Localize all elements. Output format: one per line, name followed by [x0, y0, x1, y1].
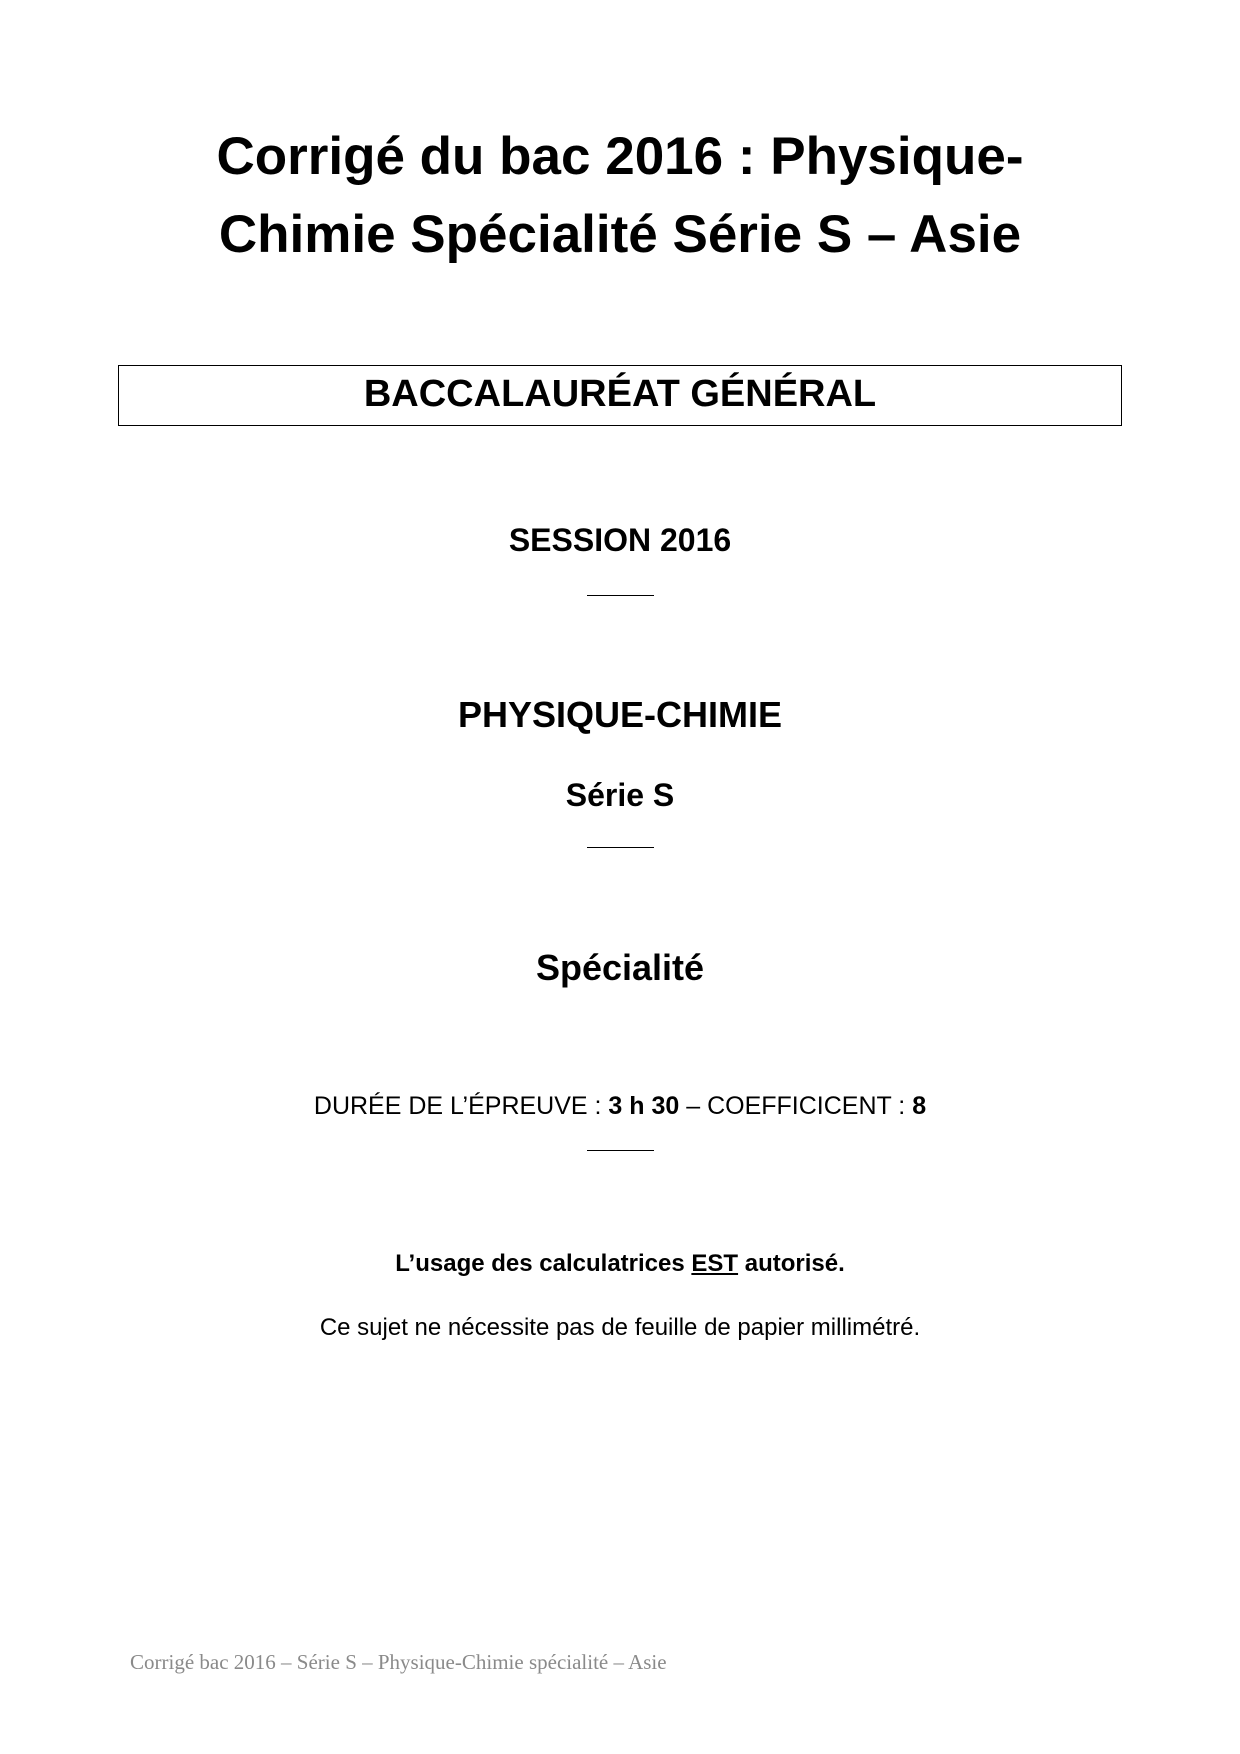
- separator-line: [587, 847, 654, 848]
- separator-line: [587, 595, 654, 596]
- coefficient-value: 8: [912, 1092, 927, 1120]
- paper-note: Ce sujet ne nécessite pas de feuille de papier millimétré.: [319, 1314, 921, 1341]
- calculator-prefix: L’usage des calculatrices: [395, 1250, 692, 1277]
- page-title: [0, 118, 1240, 274]
- page-footer: Corrigé bac 2016 – Série S – Physique-Chimie spécialité – Asie: [130, 1650, 667, 1674]
- subject-label: PHYSIQUE-CHIMIE: [457, 694, 783, 735]
- specialite-label: Spécialité: [535, 947, 705, 988]
- separator-line: [587, 1150, 654, 1151]
- title-line-1: Corrigé du bac 2016 : Physique-: [216, 127, 1024, 186]
- title-line-2: Chimie Spécialité Série S – Asie: [218, 205, 1022, 264]
- calculator-notice: [0, 1248, 1240, 1280]
- duration-line: [0, 1090, 1240, 1122]
- coefficient-prefix: – COEFFICICENT :: [679, 1092, 913, 1120]
- exam-heading-box: BACCALAURÉAT GÉNÉRAL: [118, 365, 1122, 426]
- calculator-emphasis: EST: [691, 1250, 739, 1277]
- calculator-suffix: autorisé.: [738, 1250, 845, 1277]
- duration-prefix: DURÉE DE L’ÉPREUVE :: [313, 1092, 609, 1120]
- serie-label: Série S: [565, 777, 675, 813]
- session-label: SESSION 2016: [508, 522, 732, 558]
- duration-value: 3 h 30: [608, 1092, 680, 1120]
